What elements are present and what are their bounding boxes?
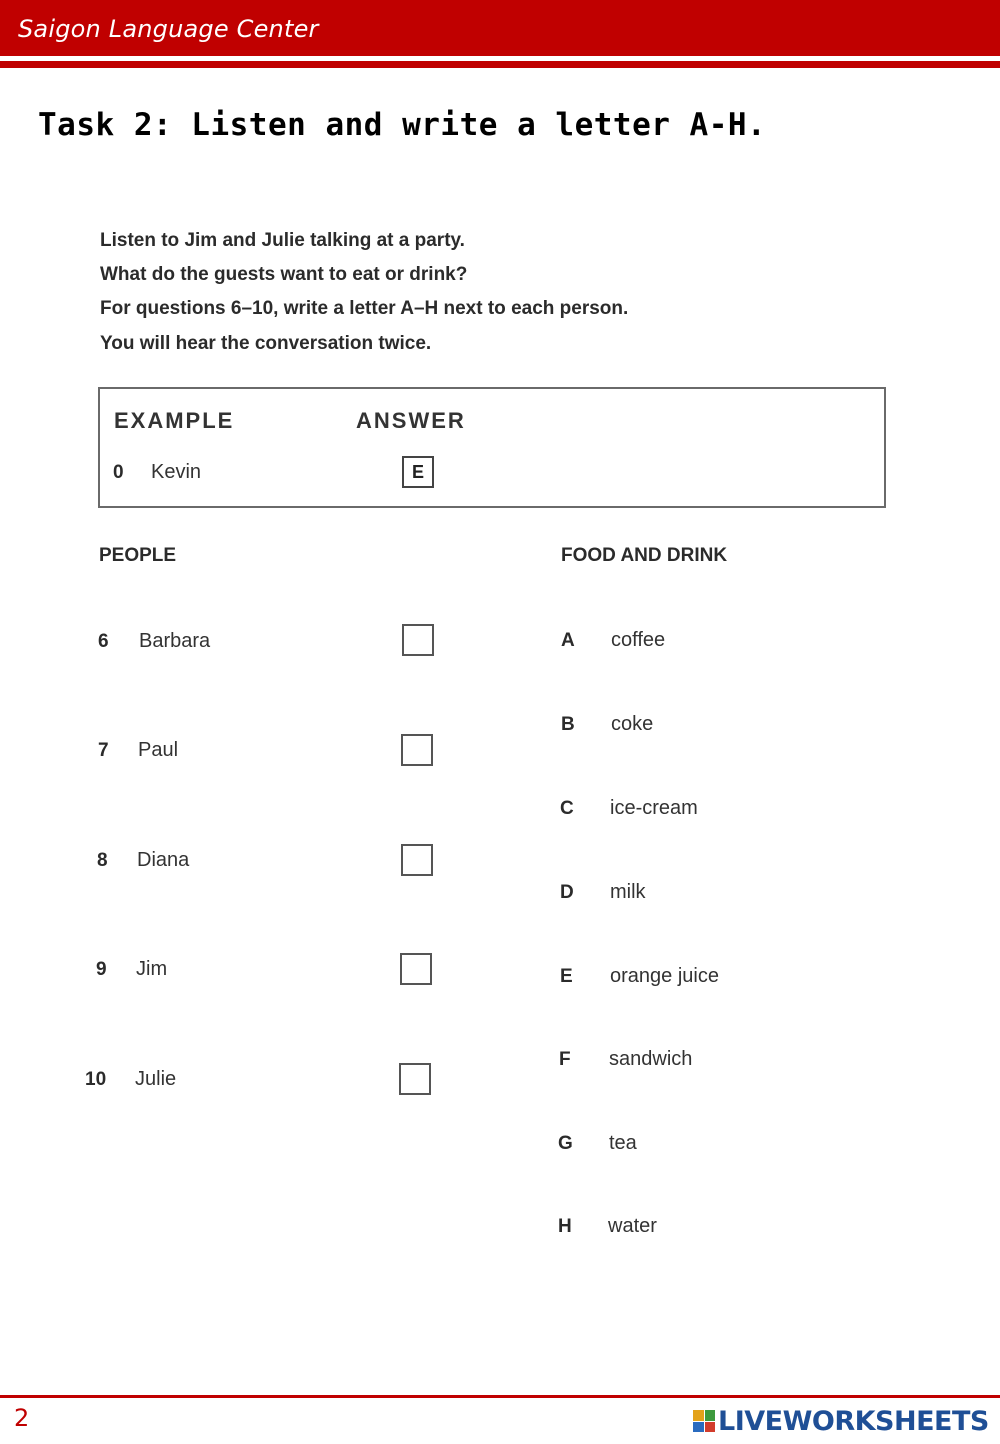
answer-input-box[interactable] — [399, 1063, 431, 1095]
instruction-line: Listen to Jim and Julie talking at a party. — [100, 230, 465, 251]
food-item: ice-cream — [610, 797, 698, 819]
example-number: 0 — [113, 462, 124, 483]
person-number: 10 — [85, 1069, 107, 1090]
answer-input-box[interactable] — [402, 624, 434, 656]
footer-divider — [0, 1395, 1000, 1398]
food-letter: A — [561, 630, 575, 651]
liveworksheets-brand: LIVEWORKSHEETS — [718, 1405, 989, 1437]
example-answer-box: E — [402, 456, 434, 488]
food-item: sandwich — [609, 1048, 693, 1070]
person-number: 9 — [96, 959, 107, 980]
person-name: Barbara — [139, 630, 211, 652]
food-letter: C — [560, 798, 574, 819]
people-heading: PEOPLE — [99, 545, 177, 566]
food-heading: FOOD AND DRINK — [561, 545, 728, 566]
instruction-line: For questions 6–10, write a letter A–H next to each person. — [100, 298, 629, 319]
liveworksheets-logo — [693, 1406, 989, 1436]
food-item: water — [608, 1215, 657, 1237]
person-name: Paul — [138, 739, 179, 761]
food-item: tea — [609, 1132, 637, 1154]
food-item: coffee — [611, 629, 666, 651]
food-letter: D — [560, 882, 574, 903]
page-number: 2 — [14, 1404, 30, 1432]
person-number: 7 — [98, 740, 109, 761]
person-number: 6 — [98, 631, 109, 652]
answer-input-box[interactable] — [401, 844, 433, 876]
task-title: Task 2: Listen and write a letter A-H. — [38, 107, 767, 143]
answer-input-box[interactable] — [400, 953, 432, 985]
header-title: Saigon Language Center — [18, 15, 319, 43]
food-item: milk — [610, 881, 646, 903]
example-box — [98, 387, 886, 508]
answer-label: ANSWER — [356, 408, 466, 433]
person-name: Jim — [136, 958, 168, 980]
food-letter: E — [560, 966, 573, 987]
instruction-line: You will hear the conversation twice. — [100, 333, 432, 354]
food-item: coke — [611, 713, 654, 735]
instruction-line: What do the guests want to eat or drink? — [100, 264, 468, 285]
food-letter: F — [559, 1049, 571, 1070]
answer-input-box[interactable] — [401, 734, 433, 766]
example-name: Kevin — [151, 461, 202, 483]
person-number: 8 — [97, 850, 108, 871]
food-item: orange juice — [610, 965, 719, 987]
liveworksheets-logo-icon — [693, 1410, 715, 1432]
example-label: EXAMPLE — [114, 408, 235, 433]
food-letter: G — [558, 1133, 573, 1154]
person-name: Julie — [135, 1068, 177, 1090]
header-divider — [0, 61, 1000, 68]
person-name: Diana — [137, 849, 190, 871]
food-letter: B — [561, 714, 575, 735]
food-letter: H — [558, 1216, 572, 1237]
